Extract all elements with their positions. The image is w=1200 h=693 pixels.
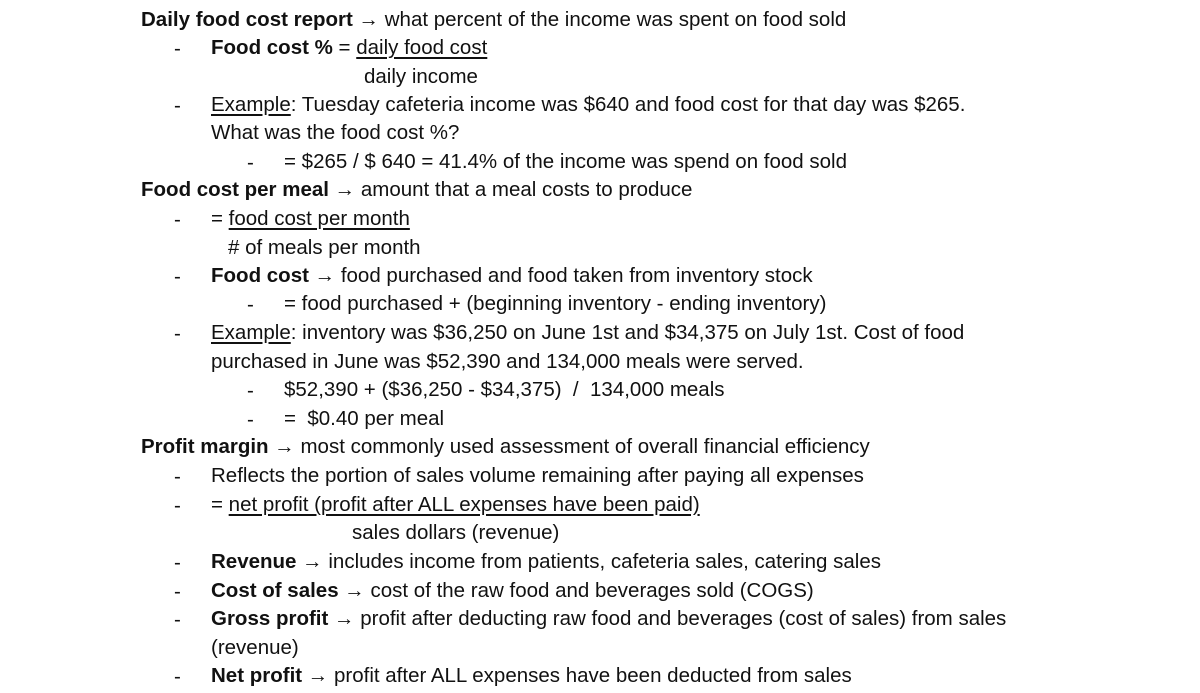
daily-food-cost-heading: Daily food cost report xyxy=(141,8,353,31)
food-cost-line xyxy=(211,264,813,288)
formula-equals: = xyxy=(332,36,357,59)
profit-margin-formula-numerator: net profit (profit after ALL expenses have been paid) xyxy=(228,493,700,516)
food-cost-percent-denominator: daily income xyxy=(364,65,478,88)
food-cost-formula: = food purchased + (beginning inventory - ending inventory) xyxy=(284,292,827,315)
food-cost-percent-formula-line xyxy=(211,36,487,60)
daily-example-text-2: What was the food cost %? xyxy=(211,121,460,144)
bullet-dash: - xyxy=(174,551,181,574)
profit-margin-heading-desc: → most commonly used assessment of overall financial efficiency xyxy=(268,435,870,458)
gross-profit-line xyxy=(211,607,1006,631)
food-cost-percent-label: Food cost % xyxy=(211,36,333,59)
cost-of-sales-line xyxy=(211,579,814,603)
per-meal-calc-2: = $0.40 per meal xyxy=(284,407,445,430)
revenue-desc: → includes income from patients, cafeteria sales, catering sales xyxy=(296,550,881,573)
food-cost-per-meal-heading: Food cost per meal xyxy=(141,178,329,201)
bullet-dash: - xyxy=(174,94,181,117)
cost-of-sales-desc: → cost of the raw food and beverages sold (COGS) xyxy=(338,579,814,602)
bullet-dash: - xyxy=(174,322,181,345)
bullet-dash: - xyxy=(174,208,181,231)
food-cost-percent-numerator: daily food cost xyxy=(356,36,488,59)
profit-margin-formula-denominator: sales dollars (revenue) xyxy=(352,521,560,544)
per-meal-formula-line xyxy=(211,207,410,231)
gross-profit-desc-2: (revenue) xyxy=(211,636,299,659)
daily-food-cost-heading-desc: → what percent of the income was spent on food sold xyxy=(352,8,847,31)
formula-equals: = xyxy=(211,207,229,230)
per-meal-formula-denominator: # of meals per month xyxy=(228,236,421,259)
net-profit-desc: → profit after ALL expenses have been deducted from sales xyxy=(302,664,852,687)
profit-margin-formula-line xyxy=(211,493,700,517)
bullet-dash: - xyxy=(174,580,181,603)
bullet-dash: - xyxy=(174,665,181,688)
bullet-dash: - xyxy=(247,379,254,402)
profit-margin-heading-line xyxy=(141,435,870,459)
net-profit-label: Net profit xyxy=(211,664,303,687)
bullet-dash: - xyxy=(174,37,181,60)
bullet-dash: - xyxy=(174,265,181,288)
per-meal-example-text: : inventory was $36,250 on June 1st and $34,375 on July 1st. Cost of food xyxy=(290,321,965,344)
bullet-dash: - xyxy=(247,293,254,316)
net-profit-line xyxy=(211,664,852,688)
formula-equals: = xyxy=(211,493,229,516)
daily-example-line xyxy=(211,93,965,117)
bullet-dash: - xyxy=(247,151,254,174)
per-meal-formula-numerator: food cost per month xyxy=(228,207,410,230)
per-meal-calc-1: $52,390 + ($36,250 - $34,375) / 134,000 meals xyxy=(284,378,725,401)
profit-margin-heading: Profit margin xyxy=(141,435,269,458)
daily-example-answer: = $265 / $ 640 = 41.4% of the income was spend on food sold xyxy=(284,150,848,173)
food-cost-desc: → food purchased and food taken from inventory stock xyxy=(308,264,813,287)
bullet-dash: - xyxy=(174,465,181,488)
per-meal-example-label: Example xyxy=(211,321,291,344)
daily-food-cost-heading-line xyxy=(141,8,846,32)
food-cost-per-meal-heading-line xyxy=(141,178,692,202)
revenue-label: Revenue xyxy=(211,550,297,573)
daily-example-label: Example xyxy=(211,93,291,116)
per-meal-example-line xyxy=(211,321,964,345)
per-meal-example-text-2: purchased in June was $52,390 and 134,000 meals were served. xyxy=(211,350,804,373)
bullet-dash: - xyxy=(174,608,181,631)
bullet-dash: - xyxy=(174,494,181,517)
revenue-line xyxy=(211,550,881,574)
gross-profit-label: Gross profit xyxy=(211,607,329,630)
food-cost-per-meal-heading-desc: → amount that a meal costs to produce xyxy=(328,178,693,201)
food-cost-label: Food cost xyxy=(211,264,309,287)
bullet-dash: - xyxy=(247,408,254,431)
daily-example-text: : Tuesday cafeteria income was $640 and food cost for that day was $265. xyxy=(290,93,966,116)
gross-profit-desc: → profit after deducting raw food and beverages (cost of sales) from sales xyxy=(328,607,1007,630)
cost-of-sales-label: Cost of sales xyxy=(211,579,339,602)
profit-margin-reflects: Reflects the portion of sales volume remaining after paying all expenses xyxy=(211,464,864,487)
